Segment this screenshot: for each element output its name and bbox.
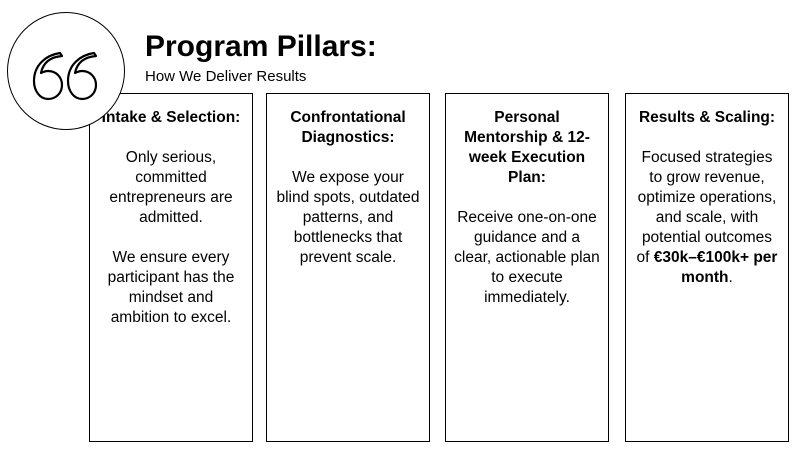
pillar-title: Intake & Selection: (101, 109, 241, 126)
pillar-text: We ensure every participant has the mindset and ambition to excel. (107, 249, 235, 326)
pillar-text: We expose your blind spots, outdated patterns, and bottlenecks that prevent scale. (276, 169, 420, 266)
pillar-text-tail: . (728, 269, 733, 286)
pillar-card-mentorship (445, 93, 609, 442)
pillar-title: Confrontational Diagnostics: (290, 109, 406, 146)
quote-marks-icon (8, 13, 126, 131)
pillar-text: Receive one-on-one guidance and a clear, actionable plan to execute immediately. (454, 209, 600, 306)
pillar-title: Personal Mentorship & 12-week Execution Plan: (464, 109, 590, 186)
pillar-text (634, 148, 780, 288)
page-subtitle: How We Deliver Results (145, 68, 307, 85)
page-title: Program Pillars: (145, 30, 377, 63)
pillar-card-results (625, 93, 789, 442)
pillar-text-lead: Focused strategies to grow revenue, optimize operations, and scale, with potential outcomes of (636, 149, 777, 266)
pillar-outcome-highlight: €30k–€100k+ per month (653, 249, 778, 286)
quote-badge (7, 12, 125, 130)
pillar-text: Only serious, committed entrepreneurs are admitted. (109, 149, 233, 226)
pillar-card-intake (89, 93, 253, 442)
pillar-title: Results & Scaling: (638, 109, 776, 126)
pillar-card-diagnostics (266, 93, 430, 442)
